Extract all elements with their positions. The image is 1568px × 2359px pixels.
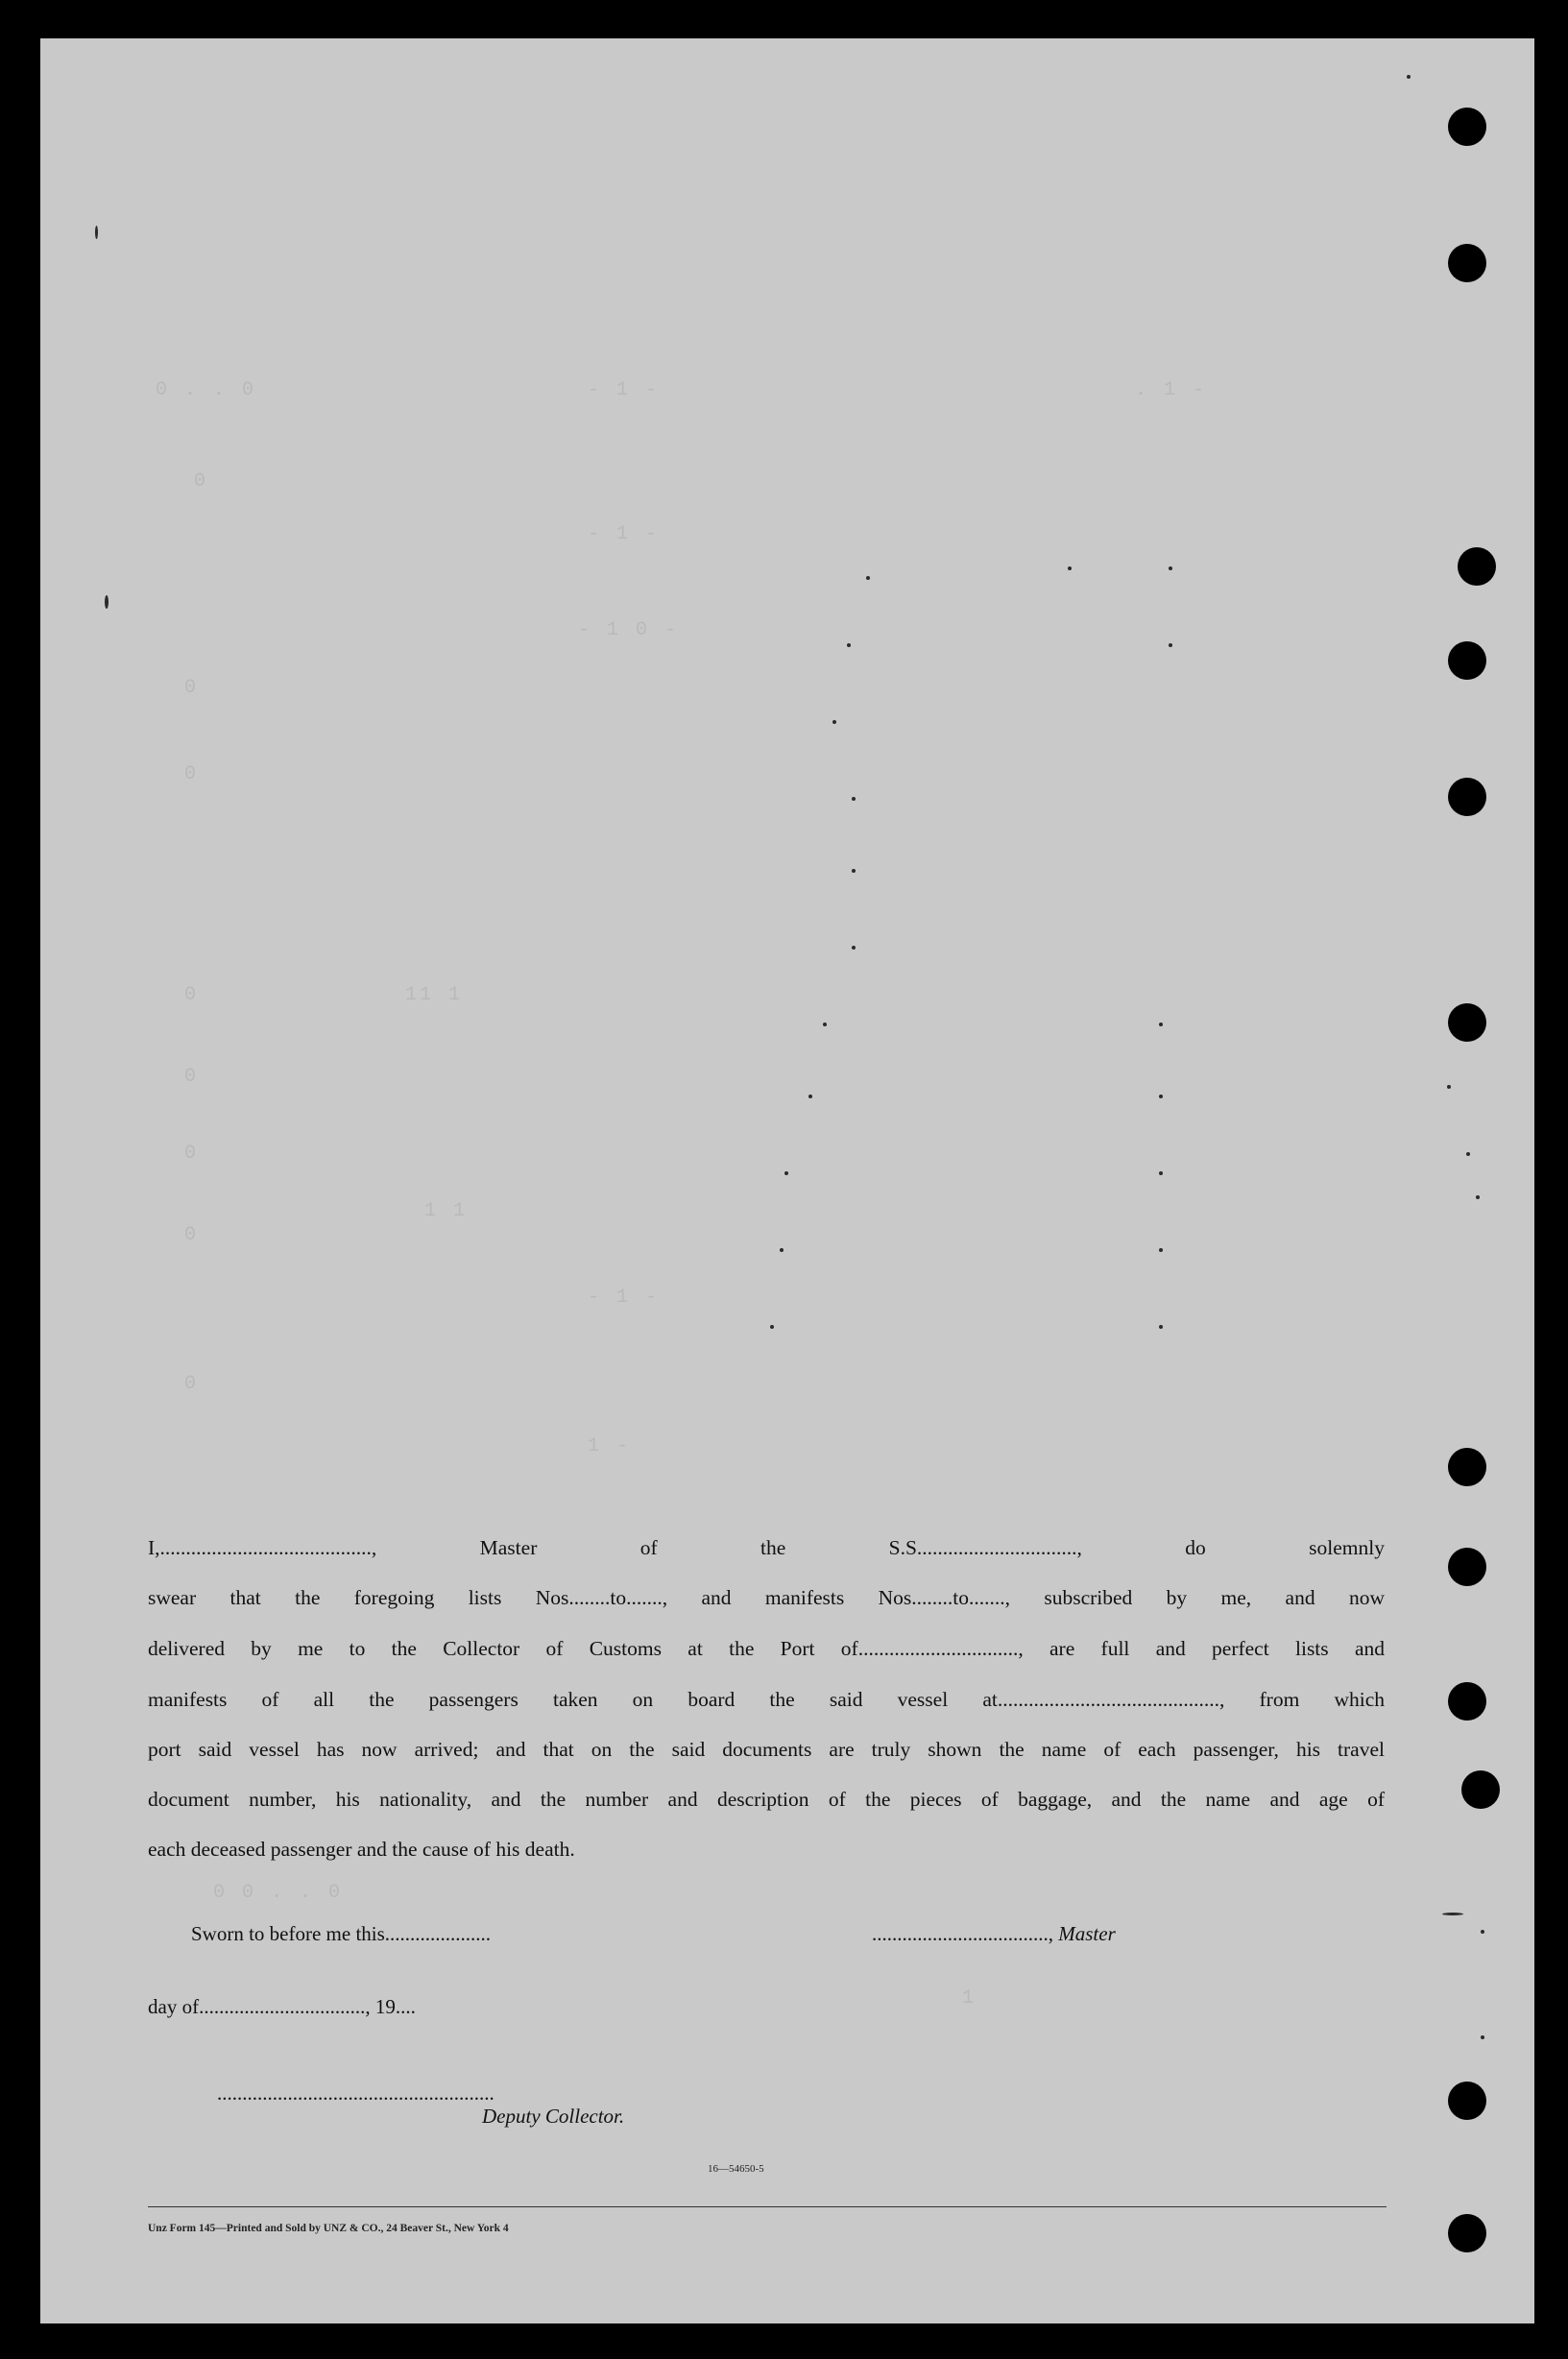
- master-signature-line: [872, 1922, 1116, 1946]
- oath-line-3: delivered by me to the Collector of Customs at the Port of..............................., are full and perfect lists and: [148, 1637, 1385, 1660]
- master-dots: ...................................,: [872, 1922, 1053, 1945]
- oath-line-2: swear that the foregoing lists Nos........to......., and manifests Nos........to......., subscribed by me, and now: [148, 1586, 1385, 1609]
- oath-line-5: port said vessel has now arrived; and that on the said documents are truly shown the name of each passenger, his travel: [148, 1738, 1385, 1761]
- master-label: Master: [1058, 1922, 1116, 1945]
- day-line: day of................................., 19....: [148, 1995, 416, 2018]
- deputy-collector-label: Deputy Collector.: [482, 2105, 625, 2128]
- form-code: 16—54650-5: [708, 2163, 764, 2175]
- printer-footer: Unz Form 145—Printed and Sold by UNZ & CO., 24 Beaver St., New York 4: [148, 2223, 509, 2234]
- oath-line-6: document number, his nationality, and the number and description of the pieces of baggage, and the name and age of: [148, 1788, 1385, 1811]
- footer-rule: [148, 2206, 1387, 2207]
- oath-line-4: manifests of all the passengers taken on board the said vessel at..........................................., from which: [148, 1688, 1385, 1711]
- sworn-line: Sworn to before me this.....................: [191, 1922, 492, 1945]
- form-page: 0 . . 0 - 1 - . 1 - 0 - 1 - - 1 0 - 0 0 0 11 1 0 0 1 1 0 - 1 - 0 1 - 0 0 . . 0 1 I,........................................., Master of the S.S..............................., do solemnly swear that the foregoing lists Nos........to......., and manifests Nos........to......., subscribed by me, and now delivered by me to the Collector of Customs at the Port of..............................., are full and perfect lists and manifests of all the passengers taken on board the said vessel at..........................................., from which port said vessel has now arrived; and that on the said documents are truly shown the name of each passenger, his travel document number, his nationality, and the number and description of the pieces of baggage, and the name and age of each deceased passenger and the cause of his death. Sworn to before me this..................... ..................................., Master day of................................., 19.... ....................................................... Deputy Collector. 16—54650-5 Unz Form 145—Printed and Sold by UNZ & CO., 24 Beaver St., New York 4: [40, 38, 1534, 2323]
- deputy-collector-dots: .......................................................: [217, 2082, 495, 2105]
- oath-line-1: I,........................................., Master of the S.S..............................., do solemnly: [148, 1536, 1385, 1559]
- oath-line-7: each deceased passenger and the cause of his death.: [148, 1838, 575, 1861]
